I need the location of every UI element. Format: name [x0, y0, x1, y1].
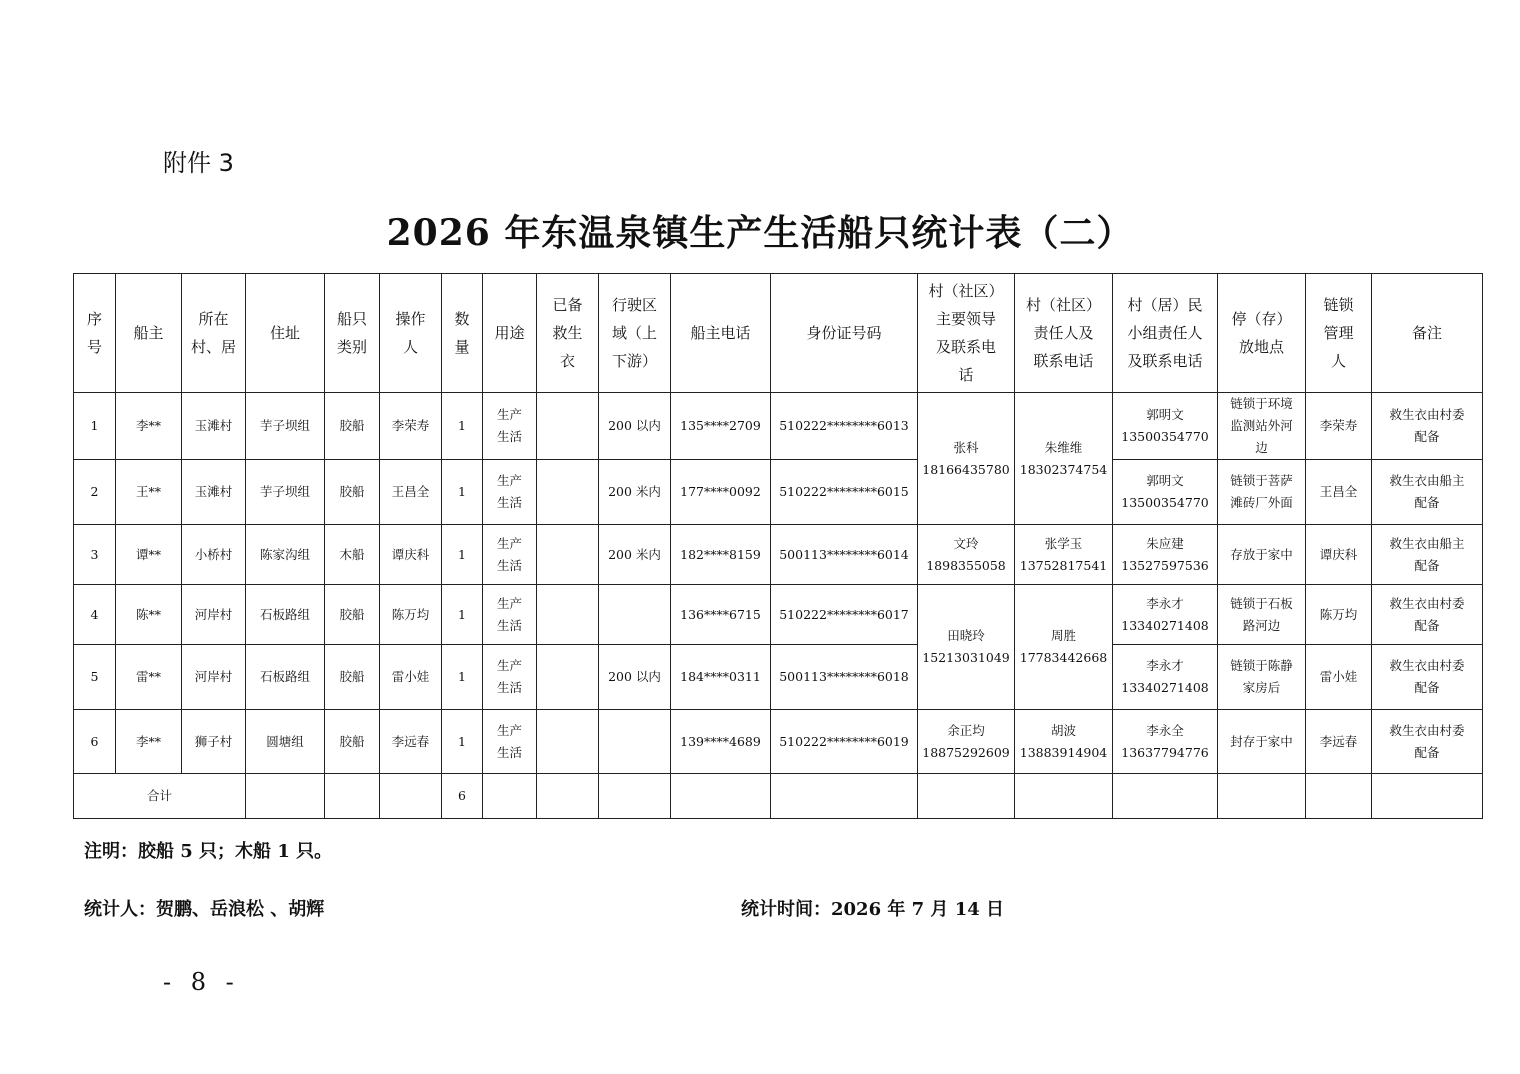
- cell-village: 河岸村: [182, 585, 246, 645]
- cell-address: 圆塘组: [246, 710, 325, 774]
- total-row: [74, 774, 1483, 819]
- header-lock-manager: 链锁 管理 人: [1306, 274, 1372, 393]
- total-quantity: 6: [442, 774, 483, 819]
- header-village: 所在 村、居: [182, 274, 246, 393]
- cell-lifejacket: [537, 645, 599, 710]
- cell-operator: 王昌全: [380, 460, 442, 525]
- cell-village-responsible: 朱维维 18302374754: [1015, 393, 1113, 525]
- cell-usage: 生产 生活: [483, 710, 537, 774]
- cell-village: 玉滩村: [182, 460, 246, 525]
- cell-address: 芋子坝组: [246, 460, 325, 525]
- total-label: 合计: [74, 774, 246, 819]
- attachment-label: 附件 3: [163, 149, 234, 177]
- cell-parking: 链锁于菩萨 滩砖厂外面: [1218, 460, 1306, 525]
- header-row: [74, 274, 1483, 393]
- cell-parking: 链锁于环境 监测站外河 边: [1218, 393, 1306, 460]
- cell-quantity: 1: [442, 585, 483, 645]
- cell-owner-phone: 135****2709: [671, 393, 771, 460]
- document-title: 2026 年东温泉镇生产生活船只统计表（二）: [386, 212, 1134, 254]
- cell-village-responsible: 周胜 17783442668: [1015, 585, 1113, 710]
- cell-owner-phone: 177****0092: [671, 460, 771, 525]
- footnote: 注明：胶船 5 只；木船 1 只。: [84, 841, 333, 862]
- cell-village-leader: 田晓玲 15213031049: [918, 585, 1015, 710]
- cell-village-leader: 张科 18166435780: [918, 393, 1015, 525]
- cell-seq: 4: [74, 585, 116, 645]
- total-empty-cell: [1015, 774, 1113, 819]
- header-operator: 操作 人: [380, 274, 442, 393]
- cell-parking: 存放于家中: [1218, 525, 1306, 585]
- cell-remarks: 救生衣由村委 配备: [1372, 710, 1483, 774]
- cell-group-responsible: 李永才 13340271408: [1113, 585, 1218, 645]
- cell-parking: 链锁于陈静 家房后: [1218, 645, 1306, 710]
- cell-id-number: 510222********6017: [771, 585, 918, 645]
- cell-lifejacket: [537, 710, 599, 774]
- cell-lock-manager: 雷小娃: [1306, 645, 1372, 710]
- cell-usage: 生产 生活: [483, 525, 537, 585]
- cell-owner-phone: 184****0311: [671, 645, 771, 710]
- total-empty-cell: [246, 774, 325, 819]
- table-row: [74, 645, 1483, 710]
- cell-owner-phone: 139****4689: [671, 710, 771, 774]
- cell-owner: 陈**: [116, 585, 182, 645]
- cell-area: [599, 585, 671, 645]
- header-area: 行驶区 域（上 下游）: [599, 274, 671, 393]
- cell-operator: 李远春: [380, 710, 442, 774]
- cell-village-leader: 文玲 1898355058: [918, 525, 1015, 585]
- statisticians: 统计人：贺鹏、岳浪松 、胡辉: [84, 899, 325, 920]
- cell-owner: 王**: [116, 460, 182, 525]
- cell-group-responsible: 郭明文 13500354770: [1113, 393, 1218, 460]
- table-row: [74, 585, 1483, 645]
- statistics-time: 统计时间：2026 年 7 月 14 日: [741, 899, 1005, 920]
- header-quantity: 数 量: [442, 274, 483, 393]
- cell-boat-type: 胶船: [325, 645, 380, 710]
- cell-village-responsible: 张学玉 13752817541: [1015, 525, 1113, 585]
- cell-seq: 5: [74, 645, 116, 710]
- cell-area: [599, 710, 671, 774]
- total-empty-cell: [1306, 774, 1372, 819]
- table-row: [74, 710, 1483, 774]
- cell-boat-type: 胶船: [325, 393, 380, 460]
- cell-lock-manager: 王昌全: [1306, 460, 1372, 525]
- cell-remarks: 救生衣由村委 配备: [1372, 585, 1483, 645]
- cell-group-responsible: 朱应建 13527597536: [1113, 525, 1218, 585]
- cell-lock-manager: 李荣寿: [1306, 393, 1372, 460]
- cell-lifejacket: [537, 393, 599, 460]
- cell-lifejacket: [537, 525, 599, 585]
- total-empty-cell: [380, 774, 442, 819]
- cell-group-responsible: 郭明文 13500354770: [1113, 460, 1218, 525]
- header-village-responsible: 村（社区） 责任人及 联系电话: [1015, 274, 1113, 393]
- cell-boat-type: 木船: [325, 525, 380, 585]
- cell-area: 200 米内: [599, 460, 671, 525]
- cell-usage: 生产 生活: [483, 460, 537, 525]
- cell-address: 石板路组: [246, 645, 325, 710]
- header-remarks: 备注: [1372, 274, 1483, 393]
- cell-address: 芋子坝组: [246, 393, 325, 460]
- total-empty-cell: [771, 774, 918, 819]
- header-owner-phone: 船主电话: [671, 274, 771, 393]
- cell-parking: 链锁于石板 路河边: [1218, 585, 1306, 645]
- cell-remarks: 救生衣由船主 配备: [1372, 525, 1483, 585]
- cell-lock-manager: 李远春: [1306, 710, 1372, 774]
- cell-remarks: 救生衣由船主 配备: [1372, 460, 1483, 525]
- cell-id-number: 510222********6015: [771, 460, 918, 525]
- cell-boat-type: 胶船: [325, 585, 380, 645]
- cell-owner: 李**: [116, 710, 182, 774]
- cell-operator: 李荣寿: [380, 393, 442, 460]
- cell-quantity: 1: [442, 525, 483, 585]
- total-empty-cell: [1218, 774, 1306, 819]
- cell-usage: 生产 生活: [483, 393, 537, 460]
- cell-id-number: 510222********6019: [771, 710, 918, 774]
- cell-lock-manager: 谭庆科: [1306, 525, 1372, 585]
- cell-remarks: 救生衣由村委 配备: [1372, 393, 1483, 460]
- cell-village-responsible: 胡波 13883914904: [1015, 710, 1113, 774]
- header-group-responsible: 村（居）民 小组责任人 及联系电话: [1113, 274, 1218, 393]
- cell-address: 石板路组: [246, 585, 325, 645]
- cell-lifejacket: [537, 460, 599, 525]
- total-empty-cell: [599, 774, 671, 819]
- cell-village: 河岸村: [182, 645, 246, 710]
- header-village-leader: 村（社区） 主要领导 及联系电 话: [918, 274, 1015, 393]
- table-row: [74, 525, 1483, 585]
- cell-seq: 6: [74, 710, 116, 774]
- cell-operator: 陈万均: [380, 585, 442, 645]
- boat-statistics-table: [73, 273, 1483, 819]
- cell-village: 玉滩村: [182, 393, 246, 460]
- cell-owner-phone: 182****8159: [671, 525, 771, 585]
- cell-quantity: 1: [442, 645, 483, 710]
- cell-owner: 李**: [116, 393, 182, 460]
- cell-owner-phone: 136****6715: [671, 585, 771, 645]
- cell-id-number: 500113********6014: [771, 525, 918, 585]
- cell-quantity: 1: [442, 710, 483, 774]
- cell-group-responsible: 李永才 13340271408: [1113, 645, 1218, 710]
- header-seq: 序 号: [74, 274, 116, 393]
- table-row: [74, 460, 1483, 525]
- cell-operator: 雷小娃: [380, 645, 442, 710]
- cell-owner: 雷**: [116, 645, 182, 710]
- cell-quantity: 1: [442, 460, 483, 525]
- cell-area: 200 米内: [599, 525, 671, 585]
- cell-id-number: 500113********6018: [771, 645, 918, 710]
- total-empty-cell: [483, 774, 537, 819]
- table-row: [74, 393, 1483, 460]
- total-empty-cell: [1113, 774, 1218, 819]
- cell-seq: 1: [74, 393, 116, 460]
- cell-id-number: 510222********6013: [771, 393, 918, 460]
- cell-village-leader: 余正均 18875292609: [918, 710, 1015, 774]
- cell-seq: 3: [74, 525, 116, 585]
- cell-remarks: 救生衣由村委 配备: [1372, 645, 1483, 710]
- header-id-number: 身份证号码: [771, 274, 918, 393]
- cell-parking: 封存于家中: [1218, 710, 1306, 774]
- cell-village: 狮子村: [182, 710, 246, 774]
- cell-group-responsible: 李永全 13637794776: [1113, 710, 1218, 774]
- header-parking: 停（存） 放地点: [1218, 274, 1306, 393]
- cell-owner: 谭**: [116, 525, 182, 585]
- cell-village: 小桥村: [182, 525, 246, 585]
- cell-quantity: 1: [442, 393, 483, 460]
- header-lifejacket: 已备 救生 衣: [537, 274, 599, 393]
- cell-lock-manager: 陈万均: [1306, 585, 1372, 645]
- total-empty-cell: [1372, 774, 1483, 819]
- header-address: 住址: [246, 274, 325, 393]
- cell-boat-type: 胶船: [325, 710, 380, 774]
- total-empty-cell: [918, 774, 1015, 819]
- header-usage: 用途: [483, 274, 537, 393]
- cell-address: 陈家沟组: [246, 525, 325, 585]
- total-empty-cell: [325, 774, 380, 819]
- cell-operator: 谭庆科: [380, 525, 442, 585]
- cell-boat-type: 胶船: [325, 460, 380, 525]
- header-owner: 船主: [116, 274, 182, 393]
- cell-usage: 生产 生活: [483, 645, 537, 710]
- page-number: - 8 -: [163, 968, 240, 996]
- cell-lifejacket: [537, 585, 599, 645]
- cell-seq: 2: [74, 460, 116, 525]
- cell-usage: 生产 生活: [483, 585, 537, 645]
- header-boat-type: 船只 类别: [325, 274, 380, 393]
- cell-area: 200 以内: [599, 645, 671, 710]
- total-empty-cell: [671, 774, 771, 819]
- cell-area: 200 以内: [599, 393, 671, 460]
- total-empty-cell: [537, 774, 599, 819]
